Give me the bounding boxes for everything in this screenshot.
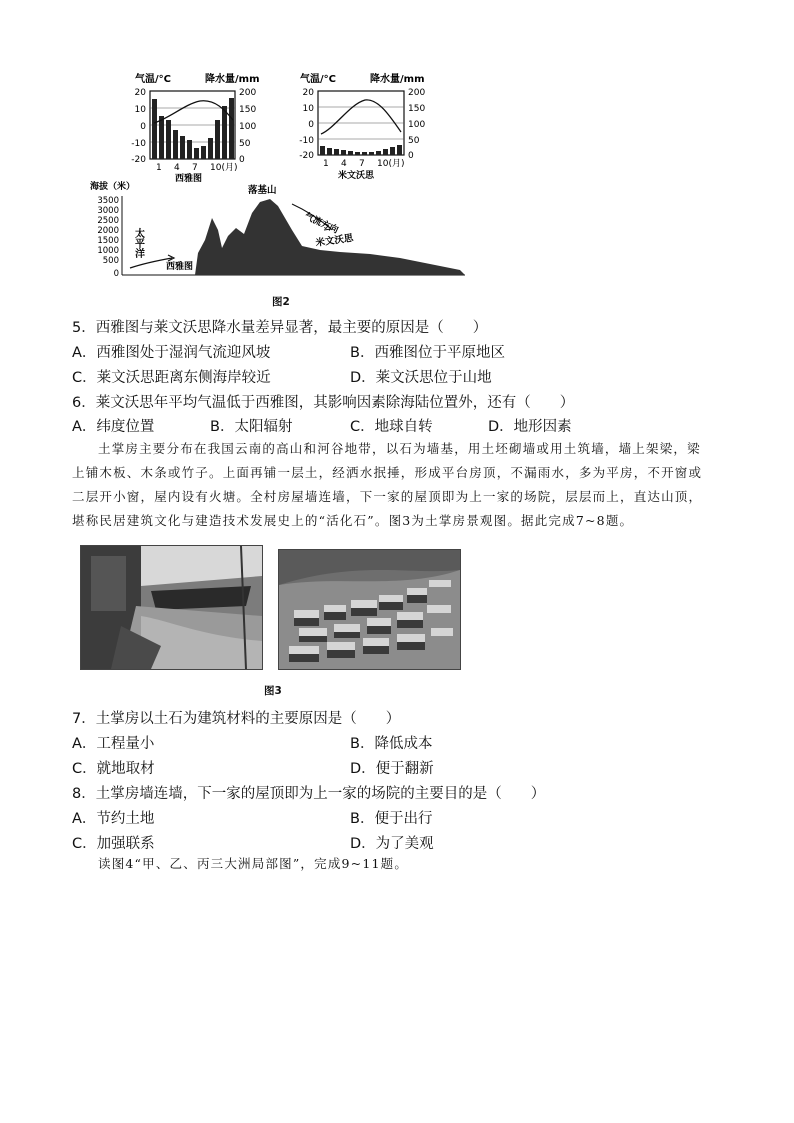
precip-tick: 150 [239, 105, 257, 115]
precip-axis-label-right: 降水量/mm [370, 74, 425, 85]
precip-tick: 100 [408, 120, 426, 130]
elev-tick: 3500 [97, 196, 119, 206]
station-name-left: 西雅图 [175, 174, 203, 184]
q6-option-a[interactable]: A．纬度位置 [72, 419, 155, 435]
elev-tick: 3000 [97, 206, 119, 216]
station-name-right: 米文沃思 [338, 171, 375, 181]
q5-option-c[interactable]: C．莱文沃思距离东侧海岸较近 [72, 370, 271, 386]
elev-tick: 500 [102, 256, 119, 266]
precip-tick: 50 [408, 136, 420, 146]
month-tick: 1 [156, 163, 162, 173]
passage-tuzhangfang [72, 437, 712, 533]
q8-option-c[interactable]: C．加强联系 [72, 836, 155, 852]
month-tick: 1 [323, 159, 329, 169]
figure3-photo-left [80, 545, 263, 670]
temp-tick: 20 [134, 88, 146, 98]
q7-option-c[interactable]: C．就地取材 [72, 761, 155, 777]
temp-tick: 10 [134, 105, 146, 115]
q7-option-d[interactable]: D．便于翻新 [350, 761, 434, 777]
intro-line: 读图4“甲、乙、丙三大洲局部图”，完成9~11题。 [98, 856, 409, 871]
elev-tick: 2500 [97, 216, 119, 226]
passage-line: 上铺木板、木条或竹子。上面再铺一层土，经洒水抿捶，形成平台房顶，不漏雨水，多为平房，不开窗或 [72, 465, 703, 480]
q7-option-b[interactable]: B．降低成本 [350, 736, 433, 752]
precip-bars-right [320, 145, 402, 155]
precip-tick: 0 [408, 151, 414, 161]
precip-tick: 150 [408, 104, 426, 114]
figure2 [80, 68, 480, 283]
temp-tick: -20 [131, 155, 146, 165]
q8-option-a[interactable]: A．节约土地 [72, 811, 155, 827]
airflow-direction-label: 气流方向 [302, 211, 340, 236]
q5-option-a[interactable]: A．西雅图处于湿润气流迎风坡 [72, 345, 271, 361]
q8-stem: 8．土掌房墙连墙，下一家的屋顶即为上一家的场院的主要目的是（ ） [72, 786, 546, 802]
precip-tick: 100 [239, 122, 257, 132]
pacific-label: 太平洋 [132, 228, 144, 258]
climate-chart-leavenworth [299, 72, 425, 181]
leavenworth-label: 米文沃思 [314, 232, 355, 249]
precip-tick: 50 [239, 139, 251, 149]
passage-line: 堪称民居建筑文化与建造技术发展史上的“活化石”。图3为土掌房景观图。据此完成7~8题。 [72, 513, 634, 528]
elev-tick: 2000 [97, 226, 119, 236]
month-tick: 10(月) [210, 163, 238, 173]
temp-tick: 0 [140, 122, 146, 132]
terrain-profile [90, 180, 465, 279]
month-tick: 10(月) [377, 159, 405, 169]
climate-chart-seattle [131, 72, 259, 184]
elev-tick: 0 [113, 269, 119, 279]
q7-stem: 7．土掌房以土石为建筑材料的主要原因是（ ） [72, 711, 401, 727]
temp-axis-label-left: 气温/°C [135, 74, 171, 85]
seattle-label: 西雅图 [166, 262, 194, 272]
rocky-mountain-label: 落基山 [248, 185, 277, 196]
q5-option-d[interactable]: D．莱文沃思位于山地 [350, 370, 492, 386]
elev-tick: 1000 [97, 246, 119, 256]
precip-axis-label-left: 降水量/mm [205, 74, 260, 85]
precip-tick: 200 [239, 88, 257, 98]
temp-tick: -10 [299, 136, 314, 146]
figure2-caption: 图2 [272, 296, 290, 308]
temp-tick: 20 [302, 88, 314, 98]
q6-option-b[interactable]: B．太阳辐射 [210, 419, 293, 435]
elevation-axis-label: 海拔（米） [90, 182, 136, 192]
passage-line: 土掌房主要分布在我国云南的高山和河谷地带，以石为墙基，用土坯砌墙或用土筑墙，墙上架梁，梁 [98, 441, 701, 456]
figure3-caption: 图3 [264, 685, 282, 697]
precip-tick: 200 [408, 88, 426, 98]
temp-tick: 10 [302, 104, 314, 114]
temp-tick: -20 [299, 151, 314, 161]
q6-option-c[interactable]: C．地球自转 [350, 419, 433, 435]
month-tick: 4 [341, 159, 347, 169]
q7-option-a[interactable]: A．工程量小 [72, 736, 155, 752]
q6-option-d[interactable]: D．地形因素 [488, 419, 572, 435]
temp-tick: -10 [131, 139, 146, 149]
q5-stem: 5．西雅图与莱文沃思降水量差异显著，最主要的原因是（ ） [72, 320, 488, 336]
q8-option-d[interactable]: D．为了美观 [350, 836, 434, 852]
intro-questions-9-11 [72, 852, 712, 876]
elev-tick: 1500 [97, 236, 119, 246]
temp-tick: 0 [308, 120, 314, 130]
q5-option-b[interactable]: B．西雅图位于平原地区 [350, 345, 505, 361]
figure3-photo-right [278, 549, 461, 670]
precip-tick: 0 [239, 155, 245, 165]
temp-axis-label-right: 气温/°C [300, 74, 336, 85]
temp-curve-right [321, 100, 401, 134]
month-tick: 7 [359, 159, 365, 169]
passage-line: 二层开小窗，屋内设有火塘。全村房屋墙连墙，下一家的屋顶即为上一家的场院，层层而上，直达山顶， [72, 489, 703, 504]
q6-stem: 6．莱文沃思年平均气温低于西雅图，其影响因素除海陆位置外，还有（ ） [72, 395, 575, 411]
q8-option-b[interactable]: B．便于出行 [350, 811, 433, 827]
month-tick: 7 [192, 163, 198, 173]
temp-curve-left [154, 101, 233, 123]
month-tick: 4 [174, 163, 180, 173]
